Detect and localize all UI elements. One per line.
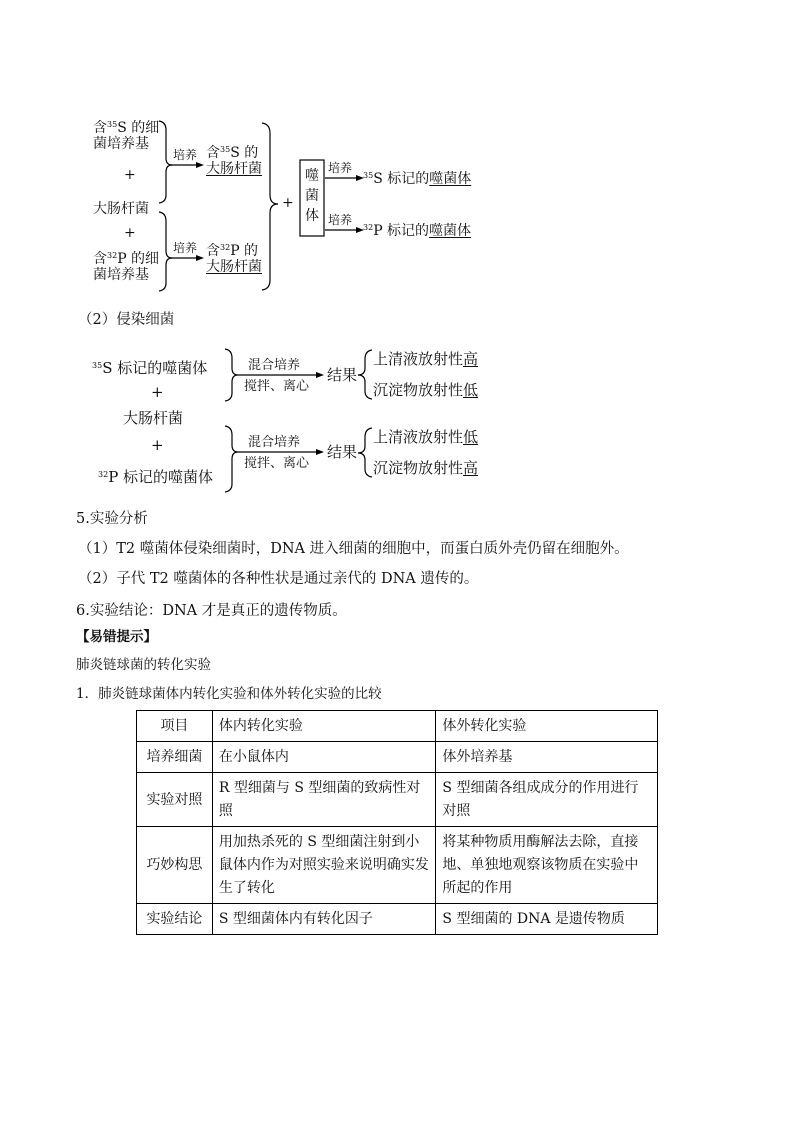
result-label: 结果 [327, 443, 358, 461]
table-cell: 实验对照 [137, 773, 213, 827]
comparison-table [136, 710, 658, 935]
table-cell: S 型细菌的 DNA 是遗传物质 [436, 904, 658, 935]
table-header-row [137, 711, 658, 742]
table-cell: 在小鼠体内 [212, 742, 436, 773]
table-header-cell: 项目 [137, 711, 213, 742]
table-header-cell: 体外转化实验 [436, 711, 658, 742]
table-row [137, 827, 658, 904]
s-medium-label: 含$^{35}$S 的细 菌培养基 [93, 120, 160, 152]
table-cell: 体外培养基 [436, 742, 658, 773]
comparison-title: 1．肺炎链球菌体内转化实验和体外转化实验的比较 [76, 686, 382, 702]
ecoli-label: 大肠杆菌 [123, 409, 184, 427]
culture-label: 培养 [173, 241, 198, 255]
table-cell: 巧妙构思 [137, 827, 213, 904]
table-cell: 培养细菌 [137, 742, 213, 773]
analysis-point-1: （1）T2 噬菌体侵染细菌时，DNA 进入细菌的细胞中，而蛋白质外壳仍留在细胞外。 [78, 541, 629, 557]
conclusion: 6.实验结论：DNA 才是真正的遗传物质。 [76, 603, 347, 619]
analysis-point-2: （2）子代 T2 噬菌体的各种性状是通过亲代的 DNA 遗传的。 [78, 571, 479, 587]
sediment-result: 沉淀物放射性高 [373, 459, 479, 477]
ecoli-label: 大肠杆菌 [93, 201, 149, 217]
s-phage-label: $^{35}$S 标记的噬菌体 [92, 359, 208, 377]
culture-label: 培养 [173, 148, 198, 162]
result-label: 结果 [327, 366, 358, 384]
p-medium-label: 含$^{32}$P 的细 菌培养基 [93, 251, 160, 283]
plus-sign: + [282, 195, 294, 211]
plus-sign: + [151, 383, 164, 401]
supernatant-result: 上清液放射性高 [373, 350, 479, 368]
analysis-heading: 5.实验分析 [76, 511, 148, 527]
table-cell: R 型细菌与 S 型细菌的致病性对照 [212, 773, 436, 827]
result-s-phage: $^{35}$S 标记的噬菌体 [363, 171, 472, 187]
mix-culture-label: 混合培养 [248, 358, 301, 373]
plus-sign: + [151, 436, 164, 454]
table-cell: 实验结论 [137, 904, 213, 935]
tip-heading: 【易错提示】 [76, 629, 157, 645]
diagram-infection-lines [0, 0, 794, 500]
plus-sign: + [124, 167, 136, 183]
stir-centrifuge-label: 搅拌、离心 [244, 379, 310, 394]
stir-centrifuge-label: 搅拌、离心 [244, 456, 310, 471]
culture-label: 培养 [328, 213, 353, 227]
table-header-cell: 体内转化实验 [212, 711, 436, 742]
tip-subheading: 肺炎链球菌的转化实验 [76, 657, 211, 673]
p-phage-label: $^{32}$P 标记的噬菌体 [98, 468, 214, 486]
result-p-phage: $^{32}$P 标记的噬菌体 [363, 223, 472, 239]
table-row [137, 773, 658, 827]
supernatant-result: 上清液放射性低 [373, 428, 479, 446]
section-heading-infection: （2）侵染细菌 [78, 312, 175, 328]
table-row [137, 742, 658, 773]
mix-culture-label: 混合培养 [248, 435, 301, 450]
culture-label: 培养 [328, 161, 353, 175]
table-row [137, 904, 658, 935]
plus-sign: + [124, 225, 136, 241]
table-cell: 用加热杀死的 S 型细菌注射到小鼠体内作为对照实验来说明确实发生了转化 [212, 827, 436, 904]
s-ecoli-label: 含$^{35}$S 的 大肠杆菌 [206, 145, 262, 177]
table-cell: S 型细菌各组成成分的作用进行对照 [436, 773, 658, 827]
table-cell: S 型细菌体内有转化因子 [212, 904, 436, 935]
sediment-result: 沉淀物放射性低 [373, 381, 479, 399]
p-ecoli-label: 含$^{32}$P 的 大肠杆菌 [206, 243, 262, 275]
phage-box: 噬 菌 体 [305, 168, 319, 224]
table-cell: 将某种物质用酶解法去除，直接地、单独地观察该物质在实验中所起的作用 [436, 827, 658, 904]
